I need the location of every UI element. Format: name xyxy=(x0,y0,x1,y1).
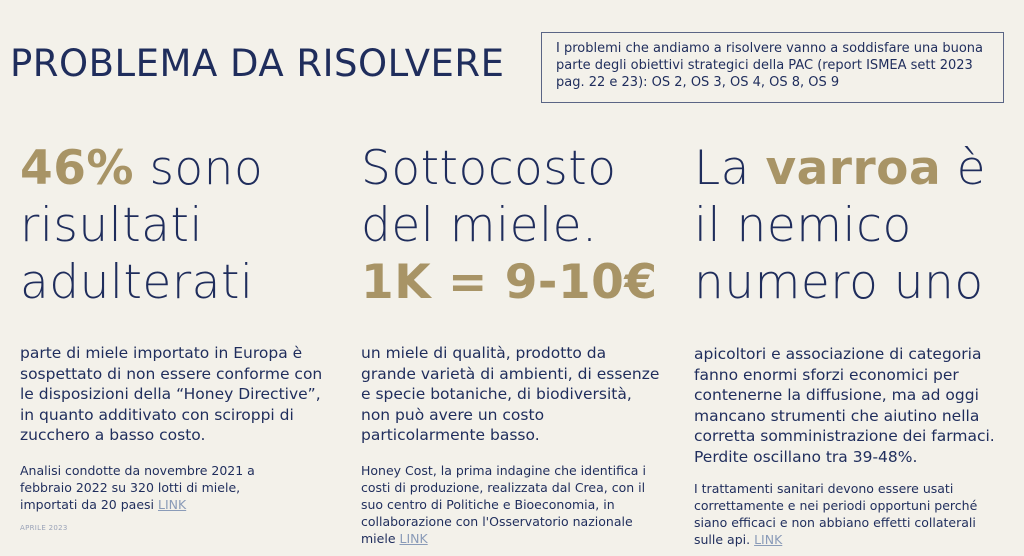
headline-text: del miele. xyxy=(361,198,598,253)
headline-varroa xyxy=(694,140,1024,311)
footnote-text: Analisi condotte da novembre 2021 a febbraio 2022 su 320 lotti di miele, importati da 20 paesi xyxy=(20,463,255,512)
body-text: apicoltori e associazione di categoria fanno enormi sforzi economici per contenerne la diffusione, ma ad oggi mancano strumenti che aiutino nella corretta somministrazione dei farmaci. Perdite oscillano tra 39-48%. xyxy=(694,345,995,466)
headline-text: Sottocosto xyxy=(361,141,617,196)
source-link[interactable]: LINK xyxy=(157,497,187,512)
body-text: un miele di qualità, prodotto da grande varietà di ambienti, di essenze e specie botaniche, di biodiversità, non può avere un costo particolarmente basso. xyxy=(361,344,660,444)
date-label: APRILE 2023 xyxy=(20,524,68,532)
headline-text: La xyxy=(694,141,766,196)
headline-undercost xyxy=(361,140,701,311)
headline-text: risultati xyxy=(20,198,203,253)
headline-highlight: varroa xyxy=(765,141,942,196)
footnote xyxy=(361,462,651,547)
headline-highlight: 46% xyxy=(20,141,134,196)
footnote xyxy=(694,480,994,548)
headline-adulteration xyxy=(20,140,360,311)
pac-objectives-note: I problemi che andiamo a risolvere vanno a soddisfare una buona parte degli obiettivi strategici della PAC (report ISMEA sett 2023 pag. 22 e 23): OS 2, OS 3, OS 4, OS 8, OS 9 xyxy=(541,32,1004,103)
headline-text: numero uno xyxy=(694,255,984,310)
headline-text: sono xyxy=(134,141,264,196)
source-link[interactable]: LINK xyxy=(399,531,428,546)
footnote xyxy=(20,462,300,513)
footnote-text: Honey Cost, la prima indagine che identifica i costi di produzione, realizzata dal Crea, con il suo centro di Politiche e Bioeconomia, in collaborazione con l'Osservatorio nazionale miele xyxy=(361,463,646,546)
headline-text: è xyxy=(941,141,987,196)
source-link[interactable]: LINK xyxy=(754,532,783,547)
footnote-text: I trattamenti sanitari devono essere usati correttamente e nei periodi opportuni perché siano efficaci e non abbiano effetti collaterali sulle api. xyxy=(694,481,978,547)
headline-highlight: 1K = 9-10€ xyxy=(361,255,658,310)
page-title: PROBLEMA DA RISOLVERE xyxy=(10,42,505,85)
headline-text: il nemico xyxy=(694,198,912,253)
body-text: parte di miele importato in Europa è sospettato di non essere conforme con le disposizioni della “Honey Directive”, in quanto additivato con sciroppi di zucchero a basso costo. xyxy=(20,344,323,444)
headline-text: adulterati xyxy=(20,255,254,310)
